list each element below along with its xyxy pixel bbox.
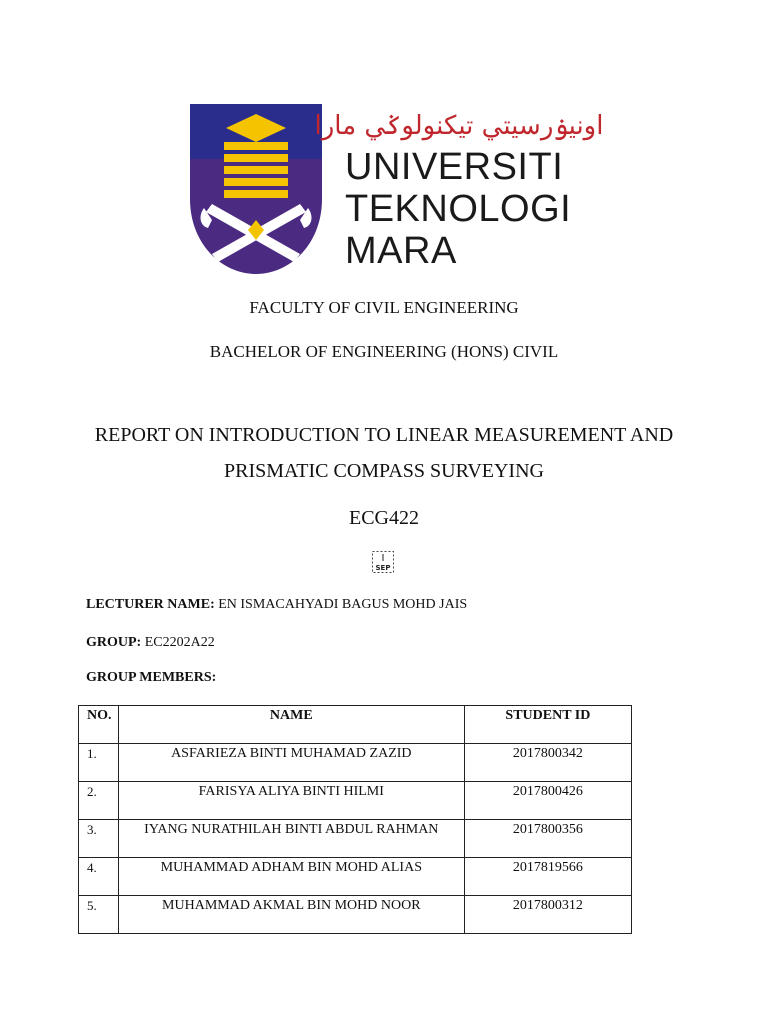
lecturer-label: LECTURER NAME:	[86, 597, 215, 612]
report-title-line-2: PRISMATIC COMPASS SURVEYING	[224, 460, 544, 482]
cell-student-id: 2017800356	[464, 820, 631, 858]
course-code: ECG422	[349, 507, 419, 529]
faculty-heading: FACULTY OF CIVIL ENGINEERING	[249, 298, 519, 317]
cell-student-id: 2017800426	[464, 782, 631, 820]
table-row	[79, 896, 632, 934]
group-label: GROUP:	[86, 635, 142, 650]
cell-no: 1.	[79, 744, 119, 782]
wordmark-mara: MARA	[345, 230, 457, 272]
table-row	[79, 782, 632, 820]
cell-no: 5.	[79, 896, 119, 934]
lecturer-line	[86, 597, 467, 613]
table-header-row	[79, 706, 632, 744]
cell-student-id: 2017819566	[464, 858, 631, 896]
sep-placeholder-icon	[372, 551, 394, 573]
group-members-label: GROUP MEMBERS:	[86, 670, 217, 685]
wordmark-teknologi: TEKNOLOGI	[345, 188, 572, 230]
svg-text:SEP: SEP	[375, 564, 391, 572]
header-no: NO.	[79, 706, 119, 744]
cell-name: IYANG NURATHILAH BINTI ABDUL RAHMAN	[118, 820, 464, 858]
group-line	[86, 635, 215, 651]
cell-no: 3.	[79, 820, 119, 858]
cell-student-id: 2017800342	[464, 744, 631, 782]
svg-text:اونيۏرسيتي تيكنولوݢي مارا: اونيۏرسيتي تيكنولوݢي مارا	[314, 111, 604, 141]
uitm-shield-icon	[190, 104, 322, 274]
table-row	[79, 744, 632, 782]
group-members-line	[86, 670, 216, 686]
table-row	[79, 820, 632, 858]
cell-no: 2.	[79, 782, 119, 820]
jawi-wordmark	[314, 100, 604, 146]
group-members-table	[78, 705, 632, 934]
header-student-id: STUDENT ID	[464, 706, 631, 744]
wordmark-universiti: UNIVERSITI	[345, 146, 564, 188]
cell-name: FARISYA ALIYA BINTI HILMI	[118, 782, 464, 820]
cell-name: ASFARIEZA BINTI MUHAMAD ZAZID	[118, 744, 464, 782]
university-logo	[190, 100, 604, 275]
report-title-line-1: REPORT ON INTRODUCTION TO LINEAR MEASUREMENT AND	[94, 424, 674, 446]
program-heading: BACHELOR OF ENGINEERING (HONS) CIVIL	[209, 342, 559, 361]
header-name: NAME	[118, 706, 464, 744]
cell-no: 4.	[79, 858, 119, 896]
cell-name: MUHAMMAD ADHAM BIN MOHD ALIAS	[118, 858, 464, 896]
group-value: EC2202A22	[144, 635, 215, 650]
cell-name: MUHAMMAD AKMAL BIN MOHD NOOR	[118, 896, 464, 934]
cell-student-id: 2017800312	[464, 896, 631, 934]
table-row	[79, 858, 632, 896]
lecturer-value: EN ISMACAHYADI BAGUS MOHD JAIS	[218, 597, 468, 612]
